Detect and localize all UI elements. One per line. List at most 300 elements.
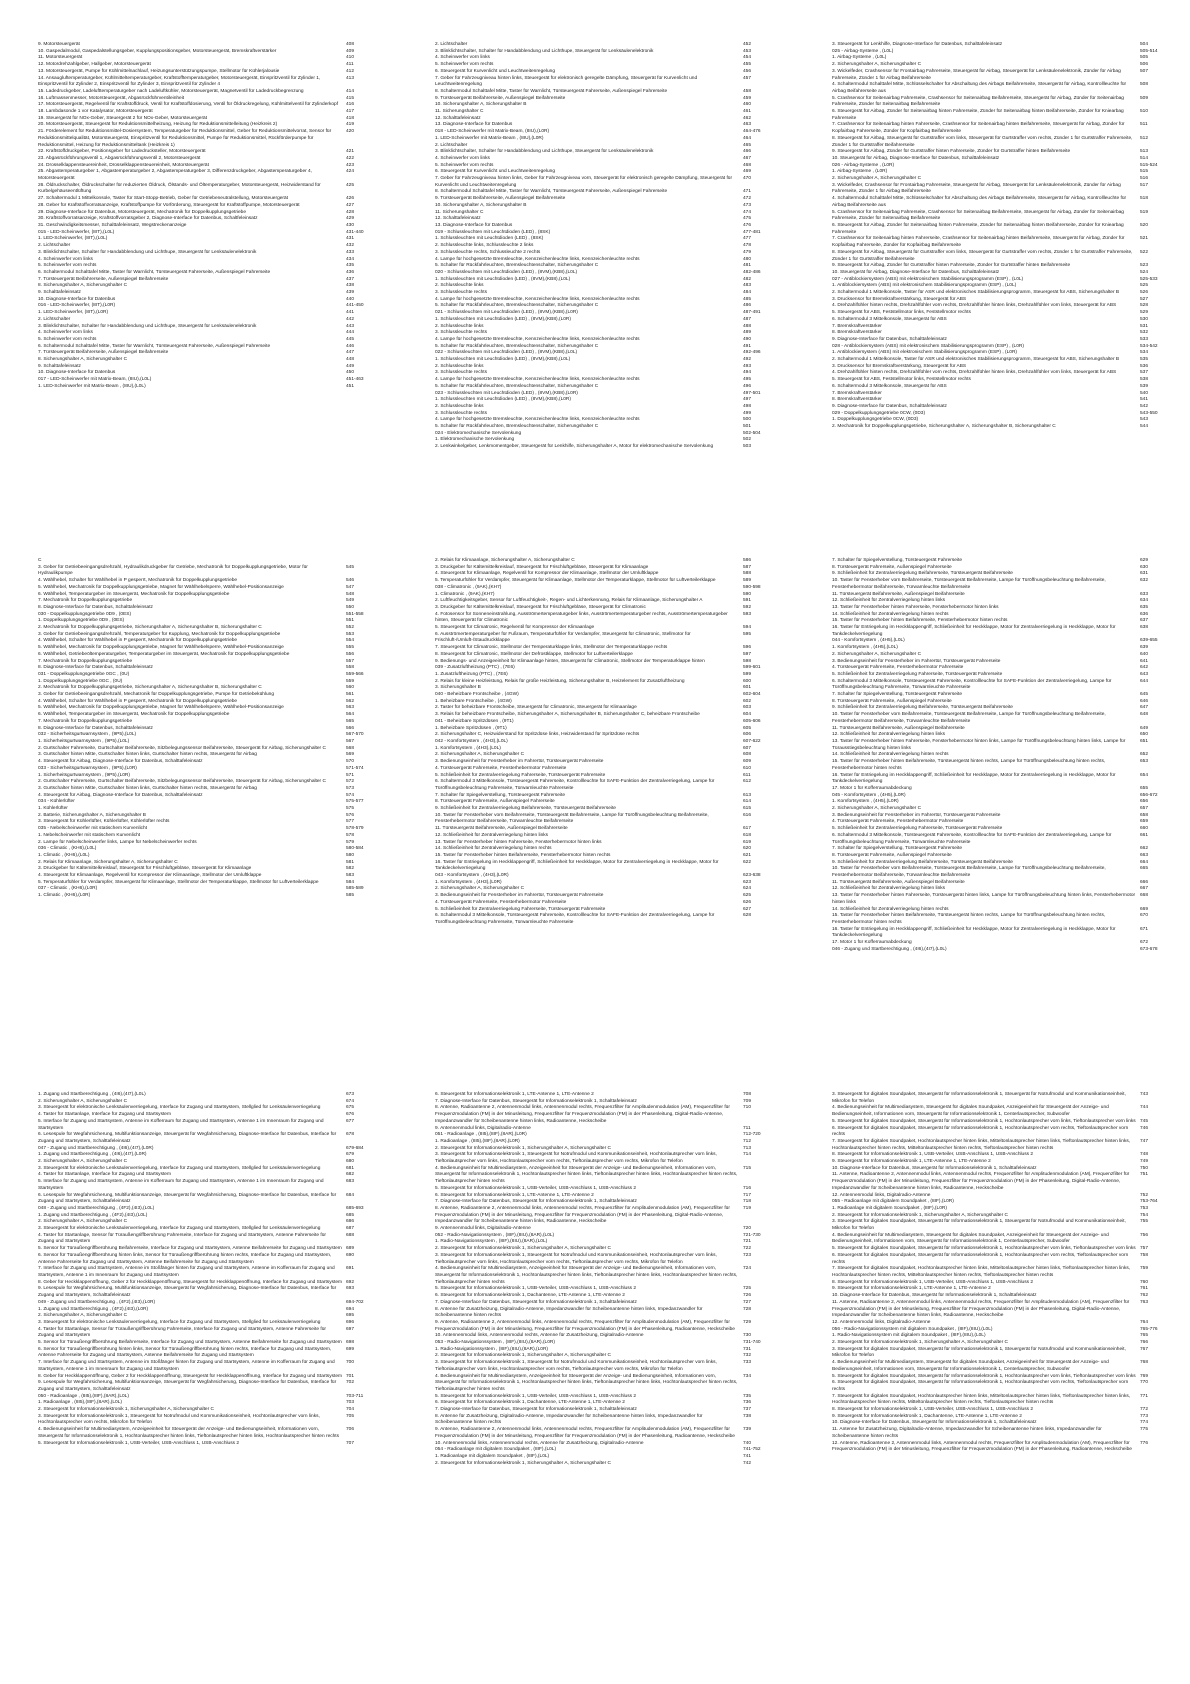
toc-entry[interactable] (435, 585, 798, 592)
toc-entry[interactable] (832, 1333, 1190, 1340)
toc-entry[interactable] (435, 196, 798, 203)
toc-entry[interactable] (38, 42, 401, 49)
toc-entry[interactable] (832, 558, 1190, 565)
toc-entry[interactable] (435, 759, 798, 766)
toc-entry[interactable] (435, 732, 798, 739)
toc-entry[interactable] (435, 203, 798, 210)
toc-entry[interactable] (832, 310, 1190, 317)
toc-entry[interactable] (435, 1246, 798, 1253)
toc-entry[interactable] (832, 1092, 1190, 1105)
toc-entry[interactable] (435, 42, 798, 49)
toc-entry[interactable] (38, 310, 401, 317)
toc-entry[interactable] (832, 652, 1190, 659)
toc-entry[interactable] (435, 136, 798, 143)
toc-entry[interactable] (435, 283, 798, 290)
toc-entry-title: 3. Steuergerät für Kühlerlüfter, Kühlerlüfter, Kühlerlüfter rechts (38, 819, 170, 825)
toc-entry[interactable] (832, 1441, 1190, 1454)
toc-entry[interactable] (832, 1119, 1190, 1126)
toc-entry[interactable] (38, 203, 401, 210)
toc-entry[interactable] (38, 598, 401, 605)
toc-entry-page: 644 (1140, 678, 1149, 684)
toc-entry[interactable] (38, 672, 401, 679)
toc-entry[interactable] (832, 136, 1190, 149)
toc-entry[interactable] (38, 1320, 401, 1327)
toc-entry[interactable] (832, 927, 1190, 940)
toc-entry[interactable] (38, 719, 401, 726)
toc-entry[interactable] (435, 444, 798, 451)
toc-entry-page: 622 (743, 859, 752, 865)
toc-entry[interactable] (435, 1092, 798, 1099)
toc-entry[interactable] (435, 109, 798, 116)
toc-entry[interactable] (435, 243, 798, 250)
toc-entry-page: 575-577 (346, 799, 364, 805)
toc-entry[interactable] (832, 357, 1190, 364)
toc-entry[interactable] (435, 1454, 798, 1461)
toc-entry[interactable] (435, 377, 798, 384)
toc-entry[interactable] (38, 665, 401, 672)
toc-entry[interactable] (832, 270, 1190, 277)
toc-entry[interactable] (38, 69, 401, 76)
toc-entry-page: 437 (346, 276, 355, 282)
toc-entry[interactable] (38, 1092, 401, 1099)
toc-entry[interactable] (435, 1307, 798, 1320)
toc-entry[interactable] (435, 1407, 798, 1414)
toc-entry[interactable] (832, 1105, 1190, 1118)
toc-entry[interactable] (435, 766, 798, 773)
toc-entry[interactable] (435, 1266, 798, 1286)
toc-entry[interactable] (832, 290, 1190, 297)
toc-entry[interactable] (832, 1219, 1190, 1232)
toc-entry[interactable] (435, 337, 798, 344)
toc-entry[interactable] (832, 122, 1190, 135)
toc-entry[interactable] (38, 625, 401, 632)
toc-entry[interactable] (435, 1166, 798, 1186)
toc-entry[interactable] (435, 176, 798, 189)
toc-entry[interactable] (38, 1327, 401, 1340)
toc-entry-title: 12. Antenne, Radioantenne 2, Antennenmodul links, Antennenmodul rechts, Frequenzfilter für Amplitudenmodulation (AM), Frequenzfilter für Frequenzmodulation (FM) in der Minusleitung, Frequenzfilter für Frequenzmodulation (FM) in der Phasenleitung, Radioantenne, Heckscheibe (832, 1440, 1132, 1453)
toc-entry[interactable] (832, 1126, 1190, 1139)
toc-entry-page: 741 (743, 1453, 752, 1459)
toc-entry[interactable] (38, 645, 401, 652)
toc-entry[interactable] (832, 1172, 1190, 1192)
toc-entry[interactable] (435, 625, 798, 632)
toc-entry-page: 544 (1140, 424, 1149, 430)
toc-entry-title: 3. Bedienungseinheit für Fensterheber im Fahrertür, Türsteuergerät Fahrerseite (435, 893, 604, 899)
toc-entry[interactable] (832, 598, 1190, 605)
toc-entry-page: 719 (743, 1205, 752, 1211)
toc-entry[interactable] (435, 129, 798, 136)
toc-entry[interactable] (38, 799, 401, 806)
toc-entry-page: 731-740 (743, 1340, 761, 1346)
toc-entry[interactable] (832, 1139, 1190, 1152)
toc-entry[interactable] (38, 1112, 401, 1119)
toc-entry-page: 483 (743, 283, 752, 289)
toc-entry[interactable] (832, 1199, 1190, 1206)
toc-entry[interactable] (435, 605, 798, 612)
toc-entry[interactable] (435, 397, 798, 404)
toc-entry[interactable] (435, 263, 798, 270)
toc-entry[interactable] (435, 1340, 798, 1347)
toc-entry[interactable] (38, 853, 401, 860)
toc-entry[interactable] (435, 1293, 798, 1300)
toc-entry[interactable] (832, 1206, 1190, 1213)
toc-entry-page: 559 (346, 678, 355, 684)
toc-entry[interactable] (832, 183, 1190, 196)
toc-entry[interactable] (38, 1246, 401, 1253)
toc-entry[interactable] (435, 330, 798, 337)
toc-entry[interactable] (832, 866, 1190, 879)
toc-entry[interactable] (832, 1407, 1190, 1414)
toc-entry[interactable] (832, 330, 1190, 337)
toc-entry[interactable] (38, 290, 401, 297)
toc-entry[interactable] (38, 1313, 401, 1320)
toc-entry[interactable] (435, 632, 798, 645)
toc-entry[interactable] (435, 712, 798, 719)
toc-entry[interactable] (38, 873, 401, 880)
toc-entry[interactable] (38, 692, 401, 699)
toc-entry[interactable] (435, 1360, 798, 1373)
toc-entry[interactable] (832, 1159, 1190, 1166)
toc-entry[interactable] (435, 62, 798, 69)
toc-entry[interactable] (38, 76, 401, 89)
toc-entry[interactable] (435, 806, 798, 813)
toc-entry[interactable] (832, 424, 1190, 431)
toc-entry[interactable] (832, 404, 1190, 411)
toc-entry[interactable] (38, 759, 401, 766)
toc-entry[interactable] (832, 786, 1190, 793)
toc-entry[interactable] (832, 1246, 1190, 1253)
toc-entry[interactable] (38, 1159, 401, 1166)
toc-entry[interactable] (435, 1427, 798, 1440)
toc-entry[interactable] (38, 1206, 401, 1213)
toc-entry[interactable] (38, 1427, 401, 1440)
toc-entry[interactable] (832, 223, 1190, 236)
toc-entry[interactable] (832, 397, 1190, 404)
toc-entry[interactable] (38, 337, 401, 344)
toc-entry[interactable] (832, 940, 1190, 947)
toc-entry[interactable] (38, 89, 401, 96)
toc-entry[interactable] (435, 665, 798, 672)
toc-entry[interactable] (38, 893, 401, 900)
toc-entry[interactable] (38, 652, 401, 659)
toc-entry[interactable] (435, 719, 798, 726)
toc-entry[interactable] (832, 210, 1190, 223)
toc-entry[interactable] (435, 1152, 798, 1165)
toc-entry[interactable] (832, 176, 1190, 183)
toc-entry[interactable] (832, 739, 1190, 752)
toc-entry[interactable] (38, 739, 401, 746)
toc-entry[interactable] (435, 1320, 798, 1333)
toc-entry-title: 4. Türsteuergerät Fahrerseite, Fensterhebermotor Fahrerseite (832, 665, 964, 671)
toc-entry[interactable] (832, 679, 1190, 692)
toc-entry[interactable] (38, 62, 401, 69)
toc-entry[interactable] (832, 109, 1190, 122)
toc-entry[interactable] (832, 846, 1190, 853)
toc-entry-title: 7. Geber für Fahrzeugniveau hinten links, Steuergerät für elektronisch geregelte Dämpfung, Steuergerät für Kurvenlicht und Leuchtweitenregelung (435, 75, 698, 88)
toc-entry[interactable] (832, 1320, 1190, 1327)
toc-entry[interactable] (435, 1132, 798, 1139)
toc-entry[interactable] (38, 1360, 401, 1373)
toc-entry[interactable] (832, 1300, 1190, 1320)
toc-entry[interactable] (435, 739, 798, 746)
toc-entry[interactable] (832, 833, 1190, 846)
toc-entry-title: 2. Schlussleuchte links (435, 363, 484, 369)
toc-entry-title: 037 - Climatic , (KH6),(L0R) (38, 886, 98, 892)
toc-entry[interactable] (832, 391, 1190, 398)
toc-entry[interactable] (38, 1226, 401, 1233)
toc-entry[interactable] (435, 692, 798, 699)
toc-entry[interactable] (38, 377, 401, 384)
toc-entry[interactable] (832, 645, 1190, 652)
toc-entry[interactable] (832, 1394, 1190, 1407)
toc-entry[interactable] (832, 317, 1190, 324)
toc-entry[interactable] (435, 1139, 798, 1146)
toc-entry[interactable] (38, 263, 401, 270)
toc-entry[interactable] (38, 585, 401, 592)
toc-entry[interactable] (38, 1179, 401, 1192)
toc-entry[interactable] (38, 169, 401, 182)
toc-entry-page: 716 (743, 1185, 752, 1191)
toc-entry[interactable] (38, 1132, 401, 1145)
toc-entry[interactable] (38, 250, 401, 257)
toc-entry[interactable] (435, 672, 798, 679)
toc-entry[interactable] (38, 1266, 401, 1279)
toc-entry[interactable] (435, 1414, 798, 1427)
toc-entry-page: 569 (346, 752, 355, 758)
toc-entry[interactable] (38, 283, 401, 290)
toc-entry[interactable] (435, 873, 798, 880)
toc-entry[interactable] (832, 1340, 1190, 1347)
toc-entry[interactable] (832, 947, 1190, 954)
toc-entry[interactable] (38, 1340, 401, 1347)
toc-entry[interactable] (38, 766, 401, 773)
toc-entry[interactable] (832, 913, 1190, 926)
toc-entry[interactable] (435, 833, 798, 840)
toc-entry-page: 742 (743, 1460, 752, 1466)
toc-entry[interactable] (832, 377, 1190, 384)
toc-entry[interactable] (832, 1347, 1190, 1360)
toc-entry[interactable] (832, 82, 1190, 95)
toc-entry[interactable] (832, 893, 1190, 906)
toc-entry[interactable] (435, 860, 798, 873)
toc-entry[interactable] (435, 1186, 798, 1193)
toc-entry-title: 6. Steuergerät für Informationselektronik 1, Dachantenne, LTE-Antenne 1, LTE-Antenne 2 (435, 1400, 625, 1406)
toc-entry[interactable] (38, 183, 401, 196)
toc-entry-title: 053 - Radio-Navigationssystem , (8IF),(8IU),(8AR),(L0R) (435, 1340, 555, 1346)
toc-entry-title: 4. Lampe für hochgesetzte Bremsleuchte, Kennzeichenleuchte links, Kennzeichenleuchte rechts (435, 296, 640, 302)
toc-entry[interactable] (435, 1199, 798, 1206)
toc-entry-page: 567-570 (346, 732, 364, 738)
toc-entry[interactable] (435, 357, 798, 364)
toc-entry[interactable] (38, 1119, 401, 1132)
toc-entry-title: 7. Crashsensor für Seitenairbag hinten Fahrerseite, Crashsensor für Seitenairbag hinten Beifahrerseite, Steuergerät für Airbag, Zünder für Kopfairbag Fahrerseite, Zünder für Kopfairbag Beifahrerseite (832, 122, 1125, 135)
toc-entry[interactable] (435, 612, 798, 625)
toc-entry[interactable] (832, 853, 1190, 860)
toc-entry[interactable] (38, 558, 401, 565)
toc-entry[interactable] (435, 598, 798, 605)
toc-entry[interactable] (38, 270, 401, 277)
toc-entry-page: 717 (743, 1192, 752, 1198)
toc-entry[interactable] (38, 384, 401, 391)
toc-entry[interactable] (38, 1380, 401, 1393)
toc-entry-title: 17. Motor 1 für Kofferraumabdeckung (832, 785, 912, 791)
toc-entry[interactable] (832, 96, 1190, 109)
toc-entry[interactable] (832, 672, 1190, 679)
toc-entry-title: 8. Steuergerät für Airbag, Steuergerät für Gurtstraffer vorn links, Steuergerät für Gurtstraffer vorn rechts, Zünder 1 für Gurtstraffer Fahrerseite, Zünder 1 für Gurtstraffer Beifahrerseite (832, 249, 1133, 262)
toc-entry[interactable] (38, 605, 401, 612)
toc-entry[interactable] (832, 337, 1190, 344)
toc-entry[interactable] (435, 853, 798, 860)
toc-entry[interactable] (435, 1226, 798, 1233)
toc-entry[interactable] (832, 1427, 1190, 1440)
toc-entry[interactable] (435, 813, 798, 826)
toc-entry[interactable] (38, 196, 401, 203)
toc-entry[interactable] (832, 712, 1190, 725)
toc-entry[interactable] (832, 1233, 1190, 1246)
toc-entry[interactable] (38, 1347, 401, 1360)
toc-entry[interactable] (38, 149, 401, 156)
toc-entry[interactable] (832, 625, 1190, 638)
toc-entry[interactable] (435, 779, 798, 792)
toc-entry[interactable] (832, 1253, 1190, 1266)
toc-entry[interactable] (435, 913, 798, 926)
toc-entry-title: 5. Scheinwerfer vorn rechts (38, 336, 97, 342)
toc-entry[interactable] (832, 263, 1190, 270)
toc-entry[interactable] (38, 779, 401, 786)
toc-entry[interactable] (435, 69, 798, 76)
toc-entry[interactable] (38, 846, 401, 853)
toc-entry[interactable] (435, 223, 798, 230)
toc-entry[interactable] (435, 76, 798, 89)
toc-entry[interactable] (435, 900, 798, 907)
toc-entry[interactable] (435, 384, 798, 391)
toc-entry[interactable] (435, 1105, 798, 1125)
toc-entry[interactable] (38, 826, 401, 833)
toc-entry[interactable] (435, 645, 798, 652)
toc-entry[interactable] (38, 129, 401, 149)
toc-entry[interactable] (435, 250, 798, 257)
toc-entry[interactable] (832, 799, 1190, 806)
toc-entry[interactable] (832, 149, 1190, 156)
toc-entry[interactable] (832, 665, 1190, 672)
toc-entry[interactable] (38, 1441, 401, 1448)
toc-entry[interactable] (832, 156, 1190, 163)
toc-entry[interactable] (435, 89, 798, 96)
toc-entry-page: 495 (743, 377, 752, 383)
toc-entry-page: 595 (743, 631, 752, 637)
toc-entry[interactable] (38, 1286, 401, 1299)
toc-entry[interactable] (38, 1193, 401, 1206)
toc-entry[interactable] (38, 1407, 401, 1414)
toc-entry[interactable] (832, 196, 1190, 209)
toc-entry[interactable] (832, 1293, 1190, 1300)
toc-entry[interactable] (38, 833, 401, 840)
toc-entry[interactable] (832, 1266, 1190, 1279)
toc-entry[interactable] (38, 732, 401, 739)
toc-entry[interactable] (38, 357, 401, 364)
toc-entry[interactable] (832, 773, 1190, 786)
toc-entry[interactable] (435, 270, 798, 277)
toc-entry[interactable] (832, 605, 1190, 612)
toc-entry[interactable] (435, 424, 798, 431)
toc-entry[interactable] (38, 712, 401, 719)
toc-entry[interactable] (435, 1253, 798, 1266)
toc-entry[interactable] (832, 732, 1190, 739)
toc-entry-title: 11. Türsteuergerät Beifahrerseite, Außenspiegel Beifahrerseite (435, 826, 568, 832)
toc-entry[interactable] (435, 1206, 798, 1226)
toc-entry[interactable] (832, 1380, 1190, 1393)
toc-entry[interactable] (435, 156, 798, 163)
toc-entry[interactable] (435, 310, 798, 317)
toc-entry[interactable] (435, 893, 798, 900)
toc-entry[interactable] (435, 290, 798, 297)
toc-entry[interactable] (832, 324, 1190, 331)
toc-entry[interactable] (435, 1300, 798, 1307)
toc-entry[interactable] (832, 806, 1190, 813)
toc-entry[interactable] (435, 1461, 798, 1468)
toc-entry[interactable] (832, 62, 1190, 69)
toc-entry[interactable] (435, 799, 798, 806)
toc-entry[interactable] (38, 1253, 401, 1266)
toc-entry-title: 2. Steuergerät für Informationselektronik 1, Sicherungshalter A, Sicherungshalter C (435, 1246, 611, 1252)
toc-entry[interactable] (435, 578, 798, 585)
toc-entry[interactable] (435, 826, 798, 833)
toc-entry[interactable] (832, 578, 1190, 591)
toc-entry[interactable] (38, 786, 401, 793)
toc-entry[interactable] (832, 69, 1190, 82)
toc-entry[interactable] (832, 283, 1190, 290)
toc-entry[interactable] (832, 826, 1190, 833)
toc-entry[interactable] (38, 1233, 401, 1246)
toc-entry[interactable] (435, 216, 798, 223)
toc-entry[interactable] (832, 236, 1190, 249)
toc-entry[interactable] (38, 806, 401, 813)
toc-entry[interactable] (832, 692, 1190, 699)
toc-entry[interactable] (38, 1414, 401, 1427)
toc-entry[interactable] (435, 317, 798, 324)
toc-entry[interactable] (38, 330, 401, 337)
toc-column (435, 42, 798, 451)
toc-entry-page: 428 (346, 209, 355, 215)
toc-entry[interactable] (435, 558, 798, 565)
toc-entry[interactable] (435, 846, 798, 853)
toc-entry[interactable] (832, 42, 1190, 49)
toc-entry-title: 10. Diagnose-Interface für Datenbus, Steuergerät für Informationselektronik 1, Schalttafeleinsatz (832, 1293, 1037, 1299)
toc-entry[interactable] (832, 250, 1190, 263)
toc-entry[interactable] (38, 565, 401, 578)
toc-entry[interactable] (832, 1360, 1190, 1373)
toc-entry-title: 3. Steuergerät für Informationselektronik 1, Steuergerät für Notrufmodul und Kommunikationseinheit, Hochtonlautsprecher vorn links, Hochtonlautsprecher vorn rechts, Mikrofon für Telefon (38, 1413, 320, 1426)
toc-entry[interactable] (435, 1333, 798, 1340)
toc-entry[interactable] (38, 156, 401, 163)
toc-entry[interactable] (435, 404, 798, 411)
toc-entry[interactable] (435, 149, 798, 156)
toc-entry[interactable] (435, 652, 798, 659)
toc-entry[interactable] (38, 223, 401, 230)
toc-entry[interactable] (38, 109, 401, 116)
toc-entry[interactable] (38, 216, 401, 223)
toc-entry[interactable] (38, 578, 401, 585)
toc-entry[interactable] (832, 759, 1190, 772)
toc-entry-page: 603 (743, 705, 752, 711)
toc-entry[interactable] (832, 384, 1190, 391)
toc-entry[interactable] (435, 1447, 798, 1454)
toc-entry-title: 10. Sicherungshalter A, Sicherungshalter B (435, 102, 527, 108)
toc-entry[interactable] (435, 1374, 798, 1394)
toc-entry[interactable] (38, 243, 401, 250)
toc-entry[interactable] (38, 1300, 401, 1307)
toc-entry[interactable] (38, 317, 401, 324)
